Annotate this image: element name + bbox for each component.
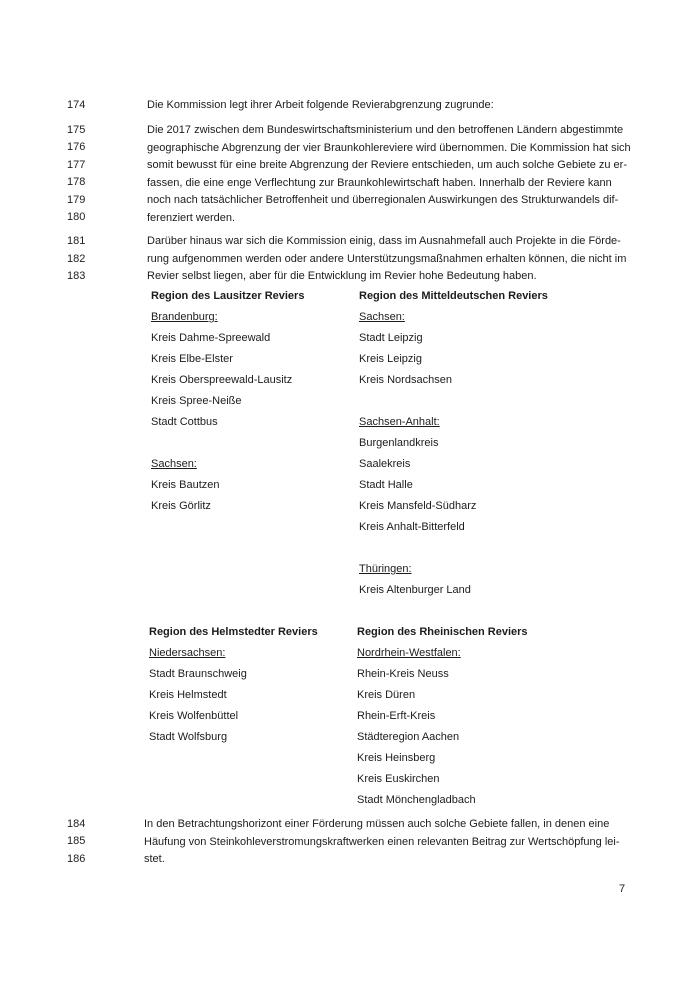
region-mitteldeutsch [359, 286, 548, 601]
text-line: Die Kommission legt ihrer Arbeit folgende Revierabgrenzung zugrunde: [147, 99, 494, 111]
text-line: Häufung von Steinkohleverstromungskraftwerken einen relevanten Beitrag zur Wertschöpfung lei- [144, 835, 620, 848]
line-number: 183 [67, 270, 86, 282]
district-item: Rhein-Kreis Neuss [357, 668, 449, 680]
paragraph-175 [147, 122, 632, 227]
text-line: fassen, die eine enge Verflechtung zur Braunkohlewirtschaft haben. Innerhalb der Reviere kann [147, 176, 612, 189]
paragraph-184 [144, 816, 629, 869]
line-number: 181 [67, 235, 86, 247]
district-item: Kreis Görlitz [151, 500, 211, 512]
text-line: noch nach tatsächlicher Betroffenheit und überregionalen Auswirkungen des Strukturwandels dif- [147, 194, 619, 206]
line-number: 177 [67, 159, 86, 171]
paragraph-181 [147, 233, 632, 286]
region-title: Region des Helmstedter Reviers [149, 626, 318, 638]
district-item: Kreis Euskirchen [357, 773, 440, 785]
text-line: geographische Abgrenzung der vier Braunkohlereviere wird übernommen. Die Kommission hat sich [147, 141, 631, 154]
district-item: Stadt Braunschweig [149, 668, 247, 680]
district-item: Kreis Leipzig [359, 353, 422, 365]
region-title: Region des Mitteldeutschen Reviers [359, 290, 548, 302]
line-number: 186 [67, 853, 86, 865]
district-item: Saalekreis [359, 458, 411, 470]
region-title: Region des Lausitzer Reviers [151, 290, 305, 302]
district-item: Kreis Heinsberg [357, 752, 436, 764]
district-item: Stadt Mönchengladbach [357, 794, 476, 806]
text-line: ferenziert werden. [147, 211, 236, 224]
text-line: Revier selbst liegen, aber für die Entwicklung im Revier hohe Bedeutung haben. [147, 270, 537, 282]
district-item: Kreis Elbe-Elster [151, 353, 233, 365]
text-line: somit bewusst für eine breite Abgrenzung der Reviere entschieden, um auch solche Gebiete zu er- [147, 159, 627, 171]
district-item: Kreis Wolfenbüttel [149, 710, 239, 722]
line-number: 180 [67, 211, 86, 223]
district-item: Kreis Mansfeld-Südharz [359, 500, 477, 512]
line-number: 175 [67, 124, 86, 136]
region-lausitz [151, 286, 304, 517]
state-heading: Niedersachsen: [149, 647, 226, 659]
district-item: Stadt Cottbus [151, 416, 218, 428]
line-number: 174 [67, 99, 86, 111]
district-item: Kreis Anhalt-Bitterfeld [359, 521, 465, 533]
district-item: Städteregion Aachen [357, 731, 460, 743]
state-heading: Sachsen-Anhalt: [359, 416, 440, 428]
state-heading: Sachsen: [151, 458, 197, 470]
state-heading: Brandenburg: [151, 311, 218, 323]
district-item: Kreis Spree-Neiße [151, 395, 242, 407]
text-line: In den Betrachtungshorizont einer Förderung müssen auch solche Gebiete fallen, in denen eine [144, 818, 610, 830]
district-item: Kreis Helmstedt [149, 689, 227, 701]
district-item: Kreis Oberspreewald-Lausitz [151, 374, 293, 386]
paragraph-174 [147, 97, 632, 115]
region-rheinisch [357, 622, 528, 811]
line-number: 182 [67, 253, 86, 265]
district-item: Kreis Düren [357, 689, 416, 701]
text-line: Darüber hinaus war sich die Kommission einig, dass im Ausnahmefall auch Projekte in die Förde- [147, 235, 621, 247]
district-item: Kreis Altenburger Land [359, 584, 471, 596]
state-heading: Thüringen: [359, 563, 412, 575]
text-line: stet. [144, 853, 165, 865]
line-number: 176 [67, 141, 86, 153]
line-number: 179 [67, 194, 86, 206]
district-item: Kreis Nordsachsen [359, 374, 452, 386]
district-item: Burgenlandkreis [359, 437, 439, 449]
district-item: Kreis Dahme-Spreewald [151, 332, 271, 344]
district-item: Kreis Bautzen [151, 479, 220, 491]
line-number: 178 [67, 176, 86, 188]
state-heading: Nordrhein-Westfalen: [357, 647, 461, 659]
district-item: Stadt Wolfsburg [149, 731, 228, 743]
line-number: 184 [67, 818, 86, 830]
line-number: 185 [67, 835, 86, 847]
district-item: Stadt Leipzig [359, 332, 423, 344]
page-number: 7 [619, 883, 626, 895]
region-helmstedt [149, 622, 318, 748]
text-line: Die 2017 zwischen dem Bundeswirtschaftsministerium und den betroffenen Ländern abgestimmte [147, 124, 624, 136]
text-line: rung aufgenommen werden oder andere Unterstützungsmaßnahmen erhalten können, die nicht im [147, 252, 627, 265]
state-heading: Sachsen: [359, 311, 405, 323]
district-item: Stadt Halle [359, 479, 413, 491]
region-title: Region des Rheinischen Reviers [357, 626, 528, 638]
district-item: Rhein-Erft-Kreis [357, 710, 436, 722]
